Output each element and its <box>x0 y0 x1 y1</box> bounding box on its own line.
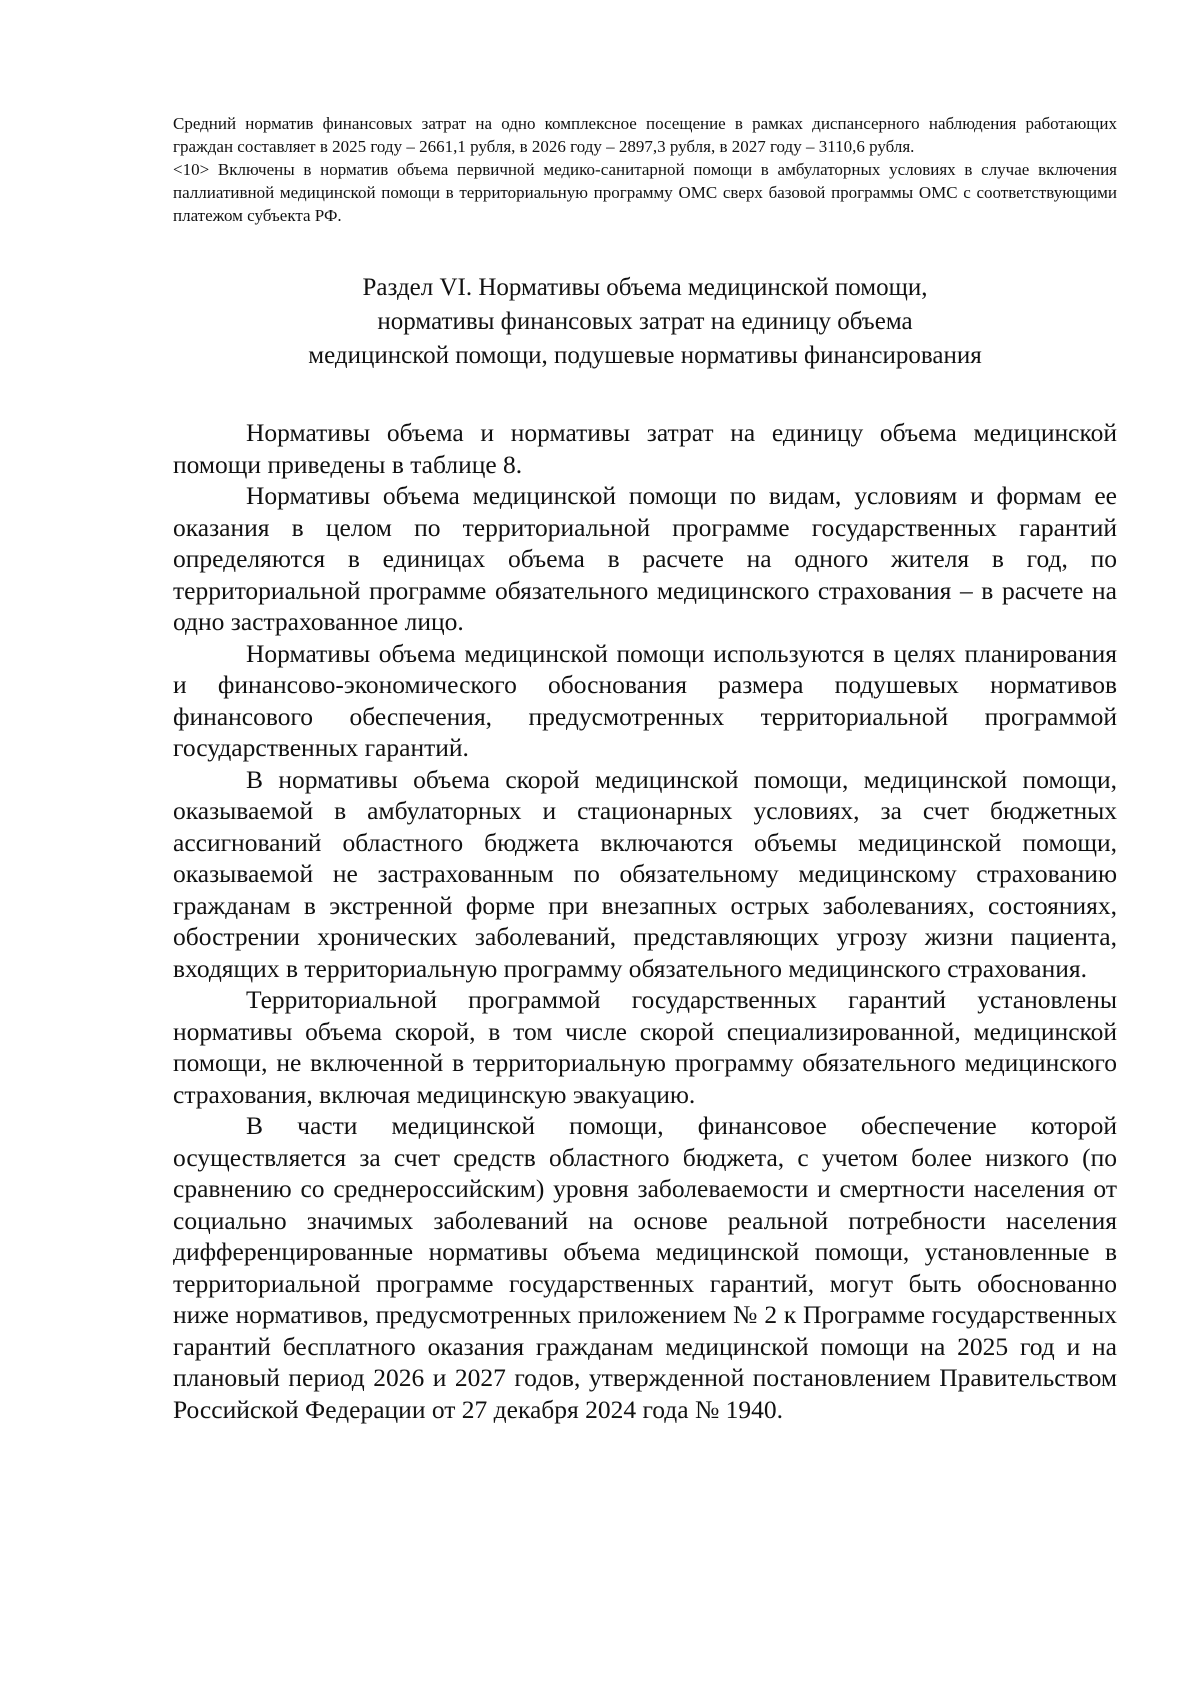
document-page <box>173 112 1117 1425</box>
body-paragraph-6: В части медицинской помощи, финансовое обеспечение которой осуществляется за счет средств областного бюджета, с учетом более низкого (по сравнению со среднероссийским) уровня заболеваемости и смертности населения от социально значимых заболеваний на основе реальной потребности населения дифференцированные нормативы объема медицинской помощи, установленные в территориальной программе государственных гарантий, могут быть обоснованно ниже нормативов, предусмотренных приложением № 2 к Программе государственных гарантий бесплатного оказания гражданам медицинской помощи на 2025 год и на плановый период 2026 и 2027 годов, утвержденной постановлением Правительством Российской Федерации от 27 декабря 2024 года № 1940. <box>173 1111 1117 1424</box>
footnote-paragraph-cost: Средний норматив финансовых затрат на одно комплексное посещение в рамках диспансерного наблюдения работающих граждан составляет в 2025 году – 2661,1 рубля, в 2026 году – 2897,3 рубля, в 2027 году – 3110,6 рубля. <box>173 114 1117 156</box>
section-title-line-3: медицинской помощи, подушевые нормативы финансирования <box>308 342 982 369</box>
footnote-10: <10> Включены в норматив объема первичной медико-санитарной помощи в амбулаторных условиях в случае включения паллиативной медицинской помощи в территориальную программу ОМС сверх базовой программы ОМС с соответствующими платежом субъекта РФ. <box>173 160 1117 225</box>
body-paragraph-3: Нормативы объема медицинской помощи используются в целях планирования и финансово-экономического обоснования размера подушевых нормативов финансового обеспечения, предусмотренных территориальной программой государственных гарантий. <box>173 638 1117 762</box>
body-paragraph-1: Нормативы объема и нормативы затрат на единицу объема медицинской помощи приведены в таблице 8. <box>173 418 1117 479</box>
body-paragraph-2: Нормативы объема медицинской помощи по видам, условиям и формам ее оказания в целом по территориальной программе государственных гарантий определяются в единицах объема в расчете на одного жителя в год, по территориальной программе обязательного медицинского страхования – в расчете на одно застрахованное лицо. <box>173 481 1117 636</box>
section-title <box>173 271 1117 373</box>
section-title-line-2: нормативы финансовых затрат на единицу объема <box>377 308 913 335</box>
footnotes-block <box>173 112 1117 227</box>
body-paragraph-5: Территориальной программой государственных гарантий установлены нормативы объема скорой, в том числе скорой специализированной, медицинской помощи, не включенной в территориальную программу обязательного медицинского страхования, включая медицинскую эвакуацию. <box>173 985 1117 1109</box>
body-paragraph-4: В нормативы объема скорой медицинской помощи, медицинской помощи, оказываемой в амбулаторных и стационарных условиях, за счет бюджетных ассигнований областного бюджета включаются объемы медицинской помощи, оказываемой не застрахованным по обязательному медицинскому страхованию гражданам в экстренной форме при внезапных острых заболеваниях, состояниях, обострении хронических заболеваний, представляющих угрозу жизни пациента, входящих в территориальную программу обязательного медицинского страхования. <box>173 764 1117 983</box>
section-body <box>173 417 1117 1425</box>
section-title-line-1: Раздел VI. Нормативы объема медицинской помощи, <box>362 274 928 301</box>
